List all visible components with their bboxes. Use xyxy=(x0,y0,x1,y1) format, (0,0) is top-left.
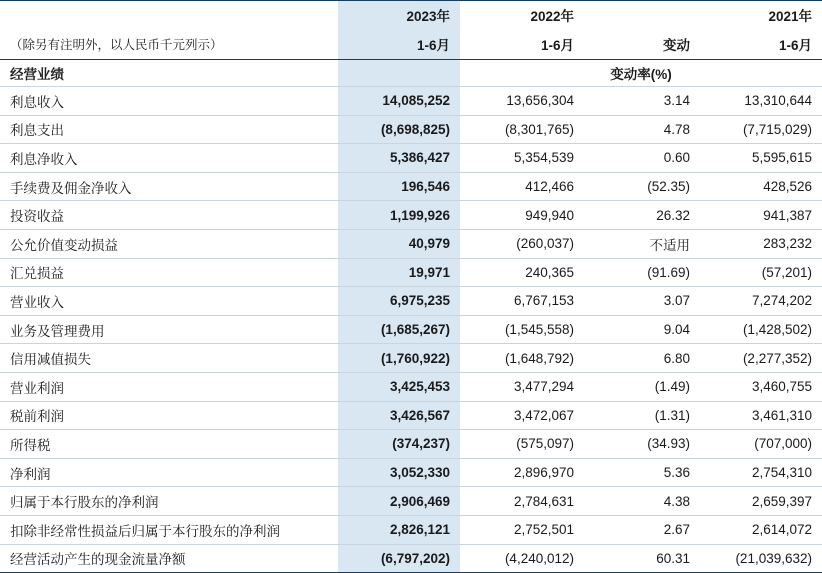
row-value-2023: (374,237) xyxy=(338,430,460,459)
row-value-2023: 3,052,330 xyxy=(338,458,460,487)
row-change: (1.31) xyxy=(584,401,700,430)
section-change-rate-label: 变动率(%) xyxy=(460,60,822,87)
header-period-2022: 1-6月 xyxy=(540,38,574,54)
row-change: 2.67 xyxy=(584,515,700,544)
row-label: 营业收入 xyxy=(0,287,338,316)
table-header-row-year xyxy=(0,1,822,30)
row-value-2022: 2,784,631 xyxy=(460,487,584,516)
row-change: 9.04 xyxy=(584,315,700,344)
row-value-2022: (8,301,765) xyxy=(460,115,584,144)
header-year-2021: 2021年 xyxy=(768,9,812,25)
row-value-2023: 2,826,121 xyxy=(338,515,460,544)
row-value-2021: 13,310,644 xyxy=(700,87,822,116)
row-value-2023: 14,085,252 xyxy=(338,87,460,116)
row-value-2021: 283,232 xyxy=(700,229,822,258)
row-value-2022: 3,472,067 xyxy=(460,401,584,430)
row-label: 利息净收入 xyxy=(0,144,338,173)
row-change: 26.32 xyxy=(584,201,700,230)
row-value-2023: 196,546 xyxy=(338,172,460,201)
row-change: (1.49) xyxy=(584,372,700,401)
row-value-2023: 1,199,926 xyxy=(338,201,460,230)
row-value-2022: 6,767,153 xyxy=(460,287,584,316)
header-blank-cell xyxy=(0,1,338,30)
row-value-2023: 3,425,453 xyxy=(338,372,460,401)
table-row xyxy=(0,115,822,144)
row-change: 4.78 xyxy=(584,115,700,144)
row-value-2022: 3,477,294 xyxy=(460,372,584,401)
row-value-2022: 412,466 xyxy=(460,172,584,201)
header-period-2021: 1-6月 xyxy=(778,38,812,54)
row-value-2021: 3,460,755 xyxy=(700,372,822,401)
section-highlight-cell xyxy=(338,60,460,87)
row-label: 所得税 xyxy=(0,430,338,459)
row-value-2022: 5,354,539 xyxy=(460,144,584,173)
table-row xyxy=(0,372,822,401)
row-label: 业务及管理费用 xyxy=(0,315,338,344)
row-label: 营业利润 xyxy=(0,372,338,401)
row-value-2023: 6,975,235 xyxy=(338,287,460,316)
table-row xyxy=(0,287,822,316)
row-value-2021: (2,277,352) xyxy=(700,344,822,373)
table-header-row-period xyxy=(0,30,822,60)
header-change: 变动 xyxy=(663,38,690,54)
table-row xyxy=(0,458,822,487)
row-value-2022: (1,648,792) xyxy=(460,344,584,373)
row-label: 税前利润 xyxy=(0,401,338,430)
row-change: 5.36 xyxy=(584,458,700,487)
row-value-2023: 5,386,427 xyxy=(338,144,460,173)
row-value-2021: 5,595,615 xyxy=(700,144,822,173)
table-row xyxy=(0,87,822,116)
table-row xyxy=(0,144,822,173)
row-value-2023: (8,698,825) xyxy=(338,115,460,144)
row-value-2023: (1,760,922) xyxy=(338,344,460,373)
row-value-2022: (4,240,012) xyxy=(504,550,574,566)
row-value-2022: 13,656,304 xyxy=(460,87,584,116)
row-value-2023: (6,797,202) xyxy=(338,544,460,573)
row-change: (34.93) xyxy=(584,430,700,459)
row-value-2022: 240,365 xyxy=(460,258,584,287)
row-value-2022: (575,097) xyxy=(460,430,584,459)
row-change: 4.38 xyxy=(584,487,700,516)
row-change: 不适用 xyxy=(584,229,700,258)
section-label-operating-results: 经营业绩 xyxy=(0,60,338,87)
header-units-note: （除另有注明外，以人民币千元列示） xyxy=(10,38,223,53)
row-value-2022: 949,940 xyxy=(460,201,584,230)
row-value-2021: (707,000) xyxy=(700,430,822,459)
table-row xyxy=(0,315,822,344)
row-label: 归属于本行股东的净利润 xyxy=(0,487,338,516)
table-row xyxy=(0,201,822,230)
row-label: 利息支出 xyxy=(0,115,338,144)
row-value-2022: (260,037) xyxy=(460,229,584,258)
row-value-2021: 2,614,072 xyxy=(700,515,822,544)
row-value-2023: (1,685,267) xyxy=(338,315,460,344)
row-value-2021: 2,659,397 xyxy=(700,487,822,516)
row-value-2023: 3,426,567 xyxy=(338,401,460,430)
row-label: 信用减值损失 xyxy=(0,344,338,373)
row-label: 扣除非经常性损益后归属于本行股东的净利润 xyxy=(0,515,338,544)
row-value-2021: 941,387 xyxy=(700,201,822,230)
table-row xyxy=(0,544,822,573)
row-label: 经营活动产生的现金流量净额 xyxy=(10,552,186,568)
row-value-2021: (1,428,502) xyxy=(700,315,822,344)
table-row xyxy=(0,344,822,373)
table-row xyxy=(0,401,822,430)
row-label: 利息收入 xyxy=(0,87,338,116)
row-change: 60.31 xyxy=(656,550,690,566)
row-change: 3.07 xyxy=(584,287,700,316)
row-value-2021: (57,201) xyxy=(700,258,822,287)
section-header-row xyxy=(0,60,822,87)
row-value-2021: 7,274,202 xyxy=(700,287,822,316)
row-label: 汇兑损益 xyxy=(0,258,338,287)
row-change: 0.60 xyxy=(584,144,700,173)
row-value-2023: 19,971 xyxy=(338,258,460,287)
row-value-2022: 2,752,501 xyxy=(460,515,584,544)
header-change-blank xyxy=(584,1,700,30)
row-value-2022: 2,896,970 xyxy=(460,458,584,487)
row-change: (91.69) xyxy=(584,258,700,287)
table-row xyxy=(0,430,822,459)
row-value-2021: 3,461,310 xyxy=(700,401,822,430)
row-value-2023: 2,906,469 xyxy=(338,487,460,516)
row-label: 净利润 xyxy=(0,458,338,487)
row-value-2022: (1,545,558) xyxy=(460,315,584,344)
row-label: 公允价值变动损益 xyxy=(0,229,338,258)
table-row xyxy=(0,172,822,201)
header-period-2023: 1-6月 xyxy=(338,30,460,60)
table-row xyxy=(0,258,822,287)
table-row xyxy=(0,229,822,258)
row-value-2023: 40,979 xyxy=(338,229,460,258)
row-value-2021: 2,754,310 xyxy=(700,458,822,487)
header-year-2022: 2022年 xyxy=(530,9,574,25)
row-value-2021: (21,039,632) xyxy=(735,550,812,566)
row-label: 手续费及佣金净收入 xyxy=(0,172,338,201)
row-value-2021: (7,715,029) xyxy=(700,115,822,144)
row-value-2021: 428,526 xyxy=(700,172,822,201)
row-change: 3.14 xyxy=(584,87,700,116)
row-change: 6.80 xyxy=(584,344,700,373)
table-row xyxy=(0,515,822,544)
row-change: (52.35) xyxy=(584,172,700,201)
table-row xyxy=(0,487,822,516)
row-label: 投资收益 xyxy=(0,201,338,230)
header-year-2023: 2023年 xyxy=(338,1,460,30)
